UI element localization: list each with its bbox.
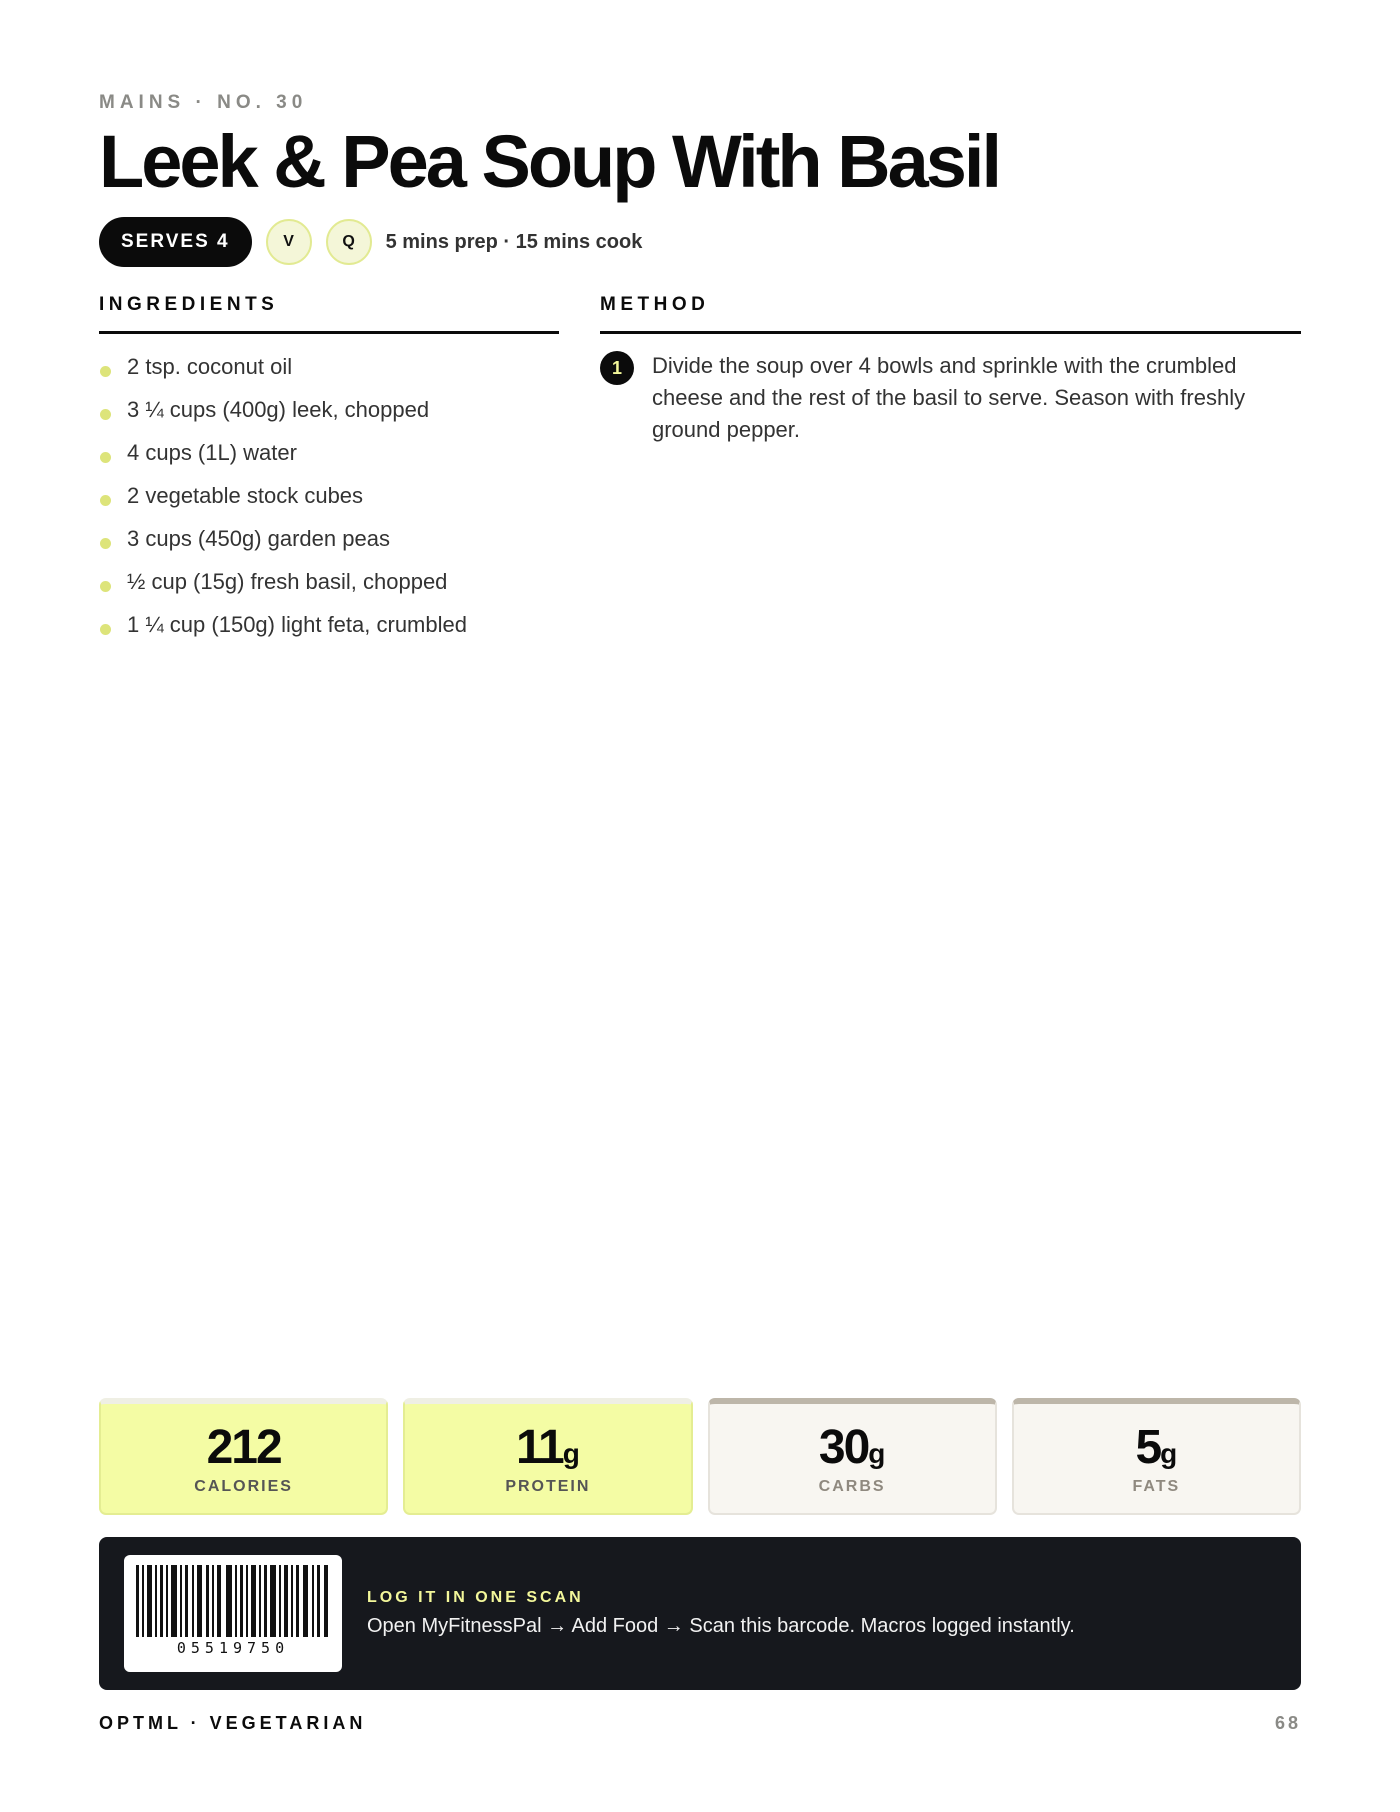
step-number: 1 [600, 351, 634, 385]
macro-fats [1012, 1398, 1301, 1515]
vegetarian-badge: V [266, 219, 312, 265]
macro-value [710, 1420, 995, 1482]
macro-number: 11 [515, 1421, 563, 1474]
ingredient-text: 3 ¼ cups (400g) leek, chopped [127, 397, 430, 422]
macro-value [101, 1420, 386, 1482]
ingredient-text: 1 ¼ cup (150g) light feta, crumbled [127, 612, 467, 637]
ingredient-item [99, 350, 569, 393]
ingredients-divider [99, 331, 559, 334]
recipe-page [99, 0, 1301, 1812]
step-text: Divide the soup over 4 bowls and sprinkle with the crumbled cheese and the rest of the basil to serve. Season with freshly ground pepper. [652, 353, 1246, 442]
macro-carbs [708, 1398, 997, 1515]
barcode-number: 05519750 [176, 1639, 290, 1657]
page-number: 68 [1274, 1713, 1301, 1733]
method-heading: METHOD [600, 294, 710, 315]
ingredients-list [99, 350, 569, 651]
method-divider [600, 331, 1301, 334]
macro-unit: g [562, 1438, 580, 1469]
bullet-dot-icon [100, 538, 111, 549]
macro-label: PROTEIN [505, 1478, 591, 1495]
macro-number: 30 [818, 1421, 869, 1474]
bullet-dot-icon [100, 624, 111, 635]
ingredient-item [99, 393, 569, 436]
prep-cook-time: 5 mins prep · 15 mins cook [385, 230, 643, 253]
macro-label: CALORIES [194, 1478, 293, 1495]
macro-calories [99, 1398, 388, 1515]
ingredient-item [99, 436, 569, 479]
scan-instructions: Open MyFitnessPal → Add Food → Scan this barcode. Macros logged instantly. [367, 1615, 1075, 1637]
macros-panel [99, 1398, 1301, 1515]
scan-title: LOG IT IN ONE SCAN [367, 1589, 584, 1606]
barcode-icon [136, 1565, 330, 1637]
macro-label: FATS [1132, 1478, 1181, 1495]
method-step [600, 350, 1301, 446]
ingredient-text: 3 cups (450g) garden peas [127, 526, 390, 551]
serves-badge: SERVES 4 [99, 217, 252, 267]
macro-label: CARBS [818, 1478, 886, 1495]
ingredient-item [99, 565, 569, 608]
ingredient-item [99, 522, 569, 565]
macro-value [1014, 1420, 1299, 1482]
ingredient-item [99, 608, 569, 651]
recipe-meta [99, 217, 642, 267]
quick-badge: Q [326, 219, 372, 265]
ingredient-text: 2 vegetable stock cubes [127, 483, 364, 508]
ingredient-text: 2 tsp. coconut oil [127, 354, 293, 379]
ingredient-item [99, 479, 569, 522]
bullet-dot-icon [100, 581, 111, 592]
ingredients-heading: INGREDIENTS [99, 294, 279, 315]
bullet-dot-icon [100, 409, 111, 420]
bullet-dot-icon [100, 452, 111, 463]
macro-value [405, 1420, 690, 1482]
recipe-category: MAINS · NO. 30 [99, 92, 308, 113]
scan-banner [99, 1537, 1301, 1690]
macro-unit: g [1160, 1438, 1178, 1469]
bullet-dot-icon [100, 495, 111, 506]
macro-number: 212 [206, 1421, 281, 1474]
ingredient-text: ½ cup (15g) fresh basil, chopped [127, 569, 448, 594]
ingredient-text: 4 cups (1L) water [127, 440, 297, 465]
macro-number: 5 [1135, 1421, 1161, 1474]
macro-protein [403, 1398, 692, 1515]
bullet-dot-icon [100, 366, 111, 377]
macro-unit: g [868, 1438, 886, 1469]
barcode[interactable] [124, 1555, 342, 1672]
footer-book-title: OPTML · VEGETARIAN [99, 1713, 367, 1733]
recipe-title: Leek & Pea Soup With Basil [99, 120, 1000, 203]
